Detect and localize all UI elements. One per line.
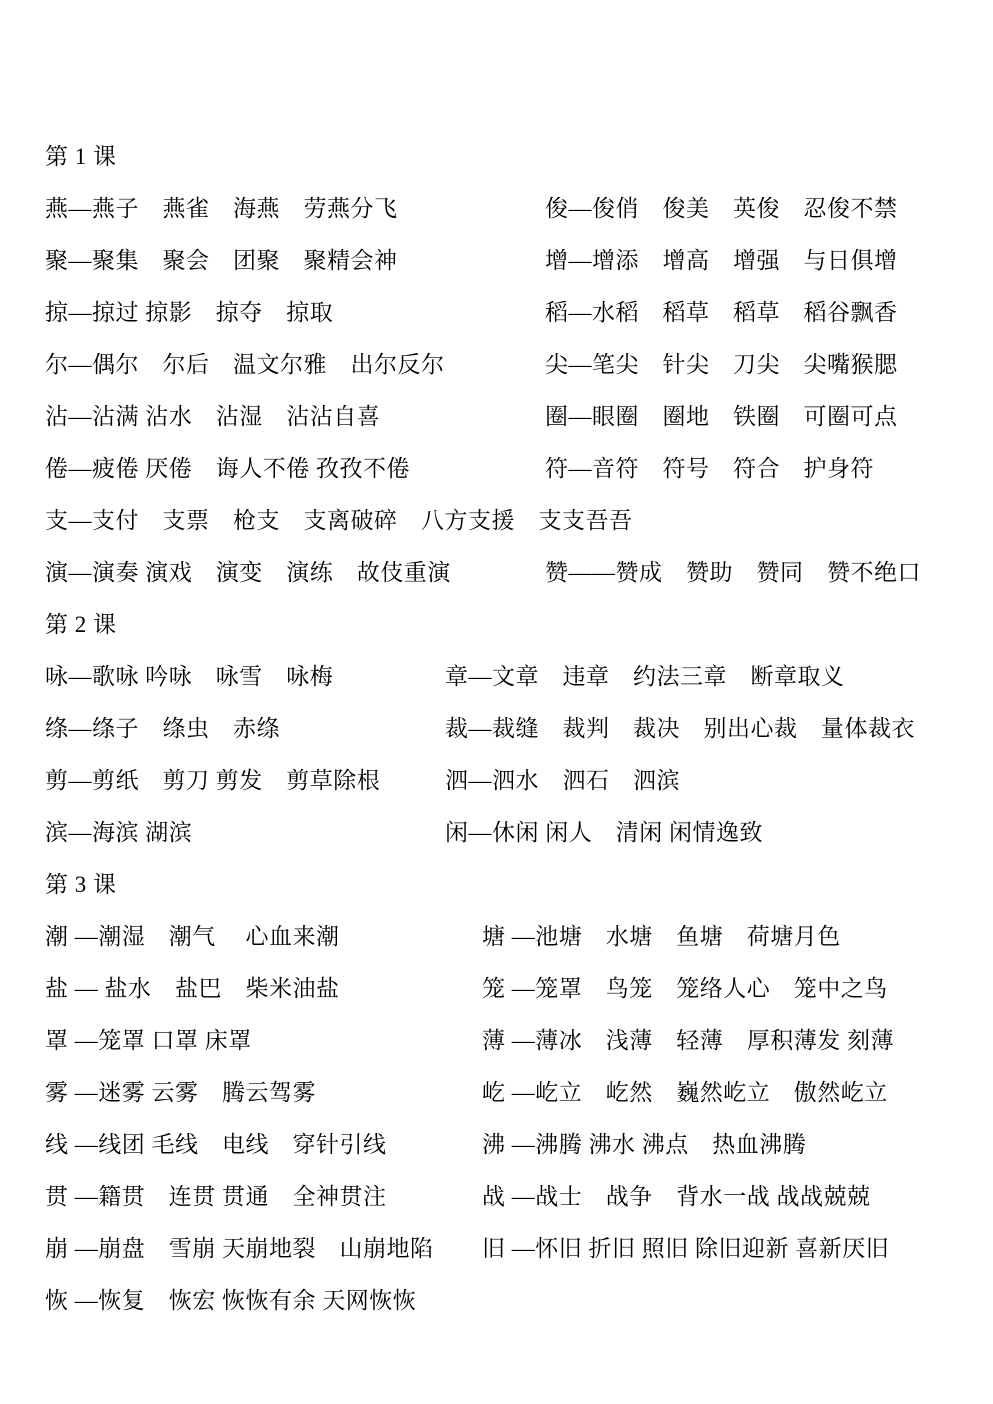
entry-left: 贯 —籍贯 连贯 贯通 全神贯注 bbox=[45, 1183, 387, 1209]
entry-left: 咏—歌咏 吟咏 咏雪 咏梅 bbox=[45, 663, 334, 689]
entry-left: 掠—掠过 掠影 掠夺 掠取 bbox=[45, 299, 334, 325]
word-line bbox=[45, 960, 973, 1012]
entry-right: 尖—笔尖 针尖 刀尖 尖嘴猴腮 bbox=[545, 351, 898, 377]
entry-left: 沾—沾满 沾水 沾湿 沾沾自喜 bbox=[45, 403, 381, 429]
lesson-title: 第 1 课 bbox=[45, 143, 117, 169]
word-line bbox=[45, 232, 973, 284]
entry-right: 泗—泗水 泗石 泗滨 bbox=[445, 767, 680, 793]
word-line bbox=[45, 284, 973, 336]
entry-right: 裁—裁缝 裁判 裁决 别出心裁 量体裁衣 bbox=[445, 715, 915, 741]
word-line bbox=[45, 180, 973, 232]
word-line bbox=[45, 1116, 973, 1168]
entry-left: 潮 —潮湿 潮气 心血来潮 bbox=[45, 923, 340, 949]
entry-left: 绦—绦子 绦虫 赤绦 bbox=[45, 715, 280, 741]
entry-left: 恢 —恢复 恢宏 恢恢有余 天网恢恢 bbox=[45, 1287, 417, 1313]
entry-left: 崩 —崩盘 雪崩 天崩地裂 山崩地陷 bbox=[45, 1235, 434, 1261]
entry-right: 赞——赞成 赞助 赞同 赞不绝口 bbox=[545, 559, 921, 585]
entry-right: 圈—眼圈 圈地 铁圈 可圈可点 bbox=[545, 403, 898, 429]
entry-left: 滨—海滨 湖滨 bbox=[45, 819, 193, 845]
entry-left: 燕—燕子 燕雀 海燕 劳燕分飞 bbox=[45, 195, 398, 221]
word-line bbox=[45, 492, 973, 544]
entry-left: 雾 —迷雾 云雾 腾云驾雾 bbox=[45, 1079, 316, 1105]
word-line bbox=[45, 648, 973, 700]
word-line bbox=[45, 336, 973, 388]
entry-left: 尔—偶尔 尔后 温文尔雅 出尔反尔 bbox=[45, 351, 445, 377]
word-line bbox=[45, 804, 973, 856]
entry-left: 演—演奏 演戏 演变 演练 故伎重演 bbox=[45, 559, 451, 585]
entry-left: 盐 — 盐水 盐巴 柴米油盐 bbox=[45, 975, 340, 1001]
word-line bbox=[45, 908, 973, 960]
entry-right: 章—文章 违章 约法三章 断章取义 bbox=[445, 663, 845, 689]
entry-left: 聚—聚集 聚会 团聚 聚精会神 bbox=[45, 247, 398, 273]
entry-right: 笼 —笼罩 鸟笼 笼络人心 笼中之鸟 bbox=[482, 975, 888, 1001]
entry-right: 塘 —池塘 水塘 鱼塘 荷塘月色 bbox=[482, 923, 841, 949]
entry-right: 增—增添 增高 增强 与日俱增 bbox=[545, 247, 898, 273]
entry-right: 稻—水稻 稻草 稻草 稻谷飘香 bbox=[545, 299, 898, 325]
word-line bbox=[45, 1012, 973, 1064]
entry-left: 罩 —笼罩 口罩 床罩 bbox=[45, 1027, 252, 1053]
word-line bbox=[45, 544, 973, 596]
entry-right: 薄 —薄冰 浅薄 轻薄 厚积薄发 刻薄 bbox=[482, 1027, 894, 1053]
word-line bbox=[45, 440, 973, 492]
entry-left: 线 —线团 毛线 电线 穿针引线 bbox=[45, 1131, 387, 1157]
word-line bbox=[45, 700, 973, 752]
word-line bbox=[45, 388, 973, 440]
entry-right: 屹 —屹立 屹然 巍然屹立 傲然屹立 bbox=[482, 1079, 888, 1105]
word-line bbox=[45, 1064, 973, 1116]
word-line bbox=[45, 1168, 973, 1220]
word-line bbox=[45, 1272, 973, 1324]
entry-left: 倦—疲倦 厌倦 诲人不倦 孜孜不倦 bbox=[45, 455, 410, 481]
entry-right: 战 —战士 战争 背水一战 战战兢兢 bbox=[482, 1183, 871, 1209]
entry-right: 旧 —怀旧 折旧 照旧 除旧迎新 喜新厌旧 bbox=[482, 1235, 890, 1261]
entry-left: 剪—剪纸 剪刀 剪发 剪草除根 bbox=[45, 767, 381, 793]
word-line bbox=[45, 752, 973, 804]
entry-right: 俊—俊俏 俊美 英俊 忍俊不禁 bbox=[545, 195, 898, 221]
lesson-title: 第 2 课 bbox=[45, 611, 117, 637]
entry-right: 闲—休闲 闲人 清闲 闲情逸致 bbox=[445, 819, 763, 845]
entry-left: 支—支付 支票 枪支 支离破碎 八方支援 支支吾吾 bbox=[45, 507, 633, 533]
entry-right: 符—音符 符号 符合 护身符 bbox=[545, 455, 874, 481]
word-line bbox=[45, 1220, 973, 1272]
lesson-title: 第 3 课 bbox=[45, 871, 117, 897]
entry-right: 沸 —沸腾 沸水 沸点 热血沸腾 bbox=[482, 1131, 807, 1157]
